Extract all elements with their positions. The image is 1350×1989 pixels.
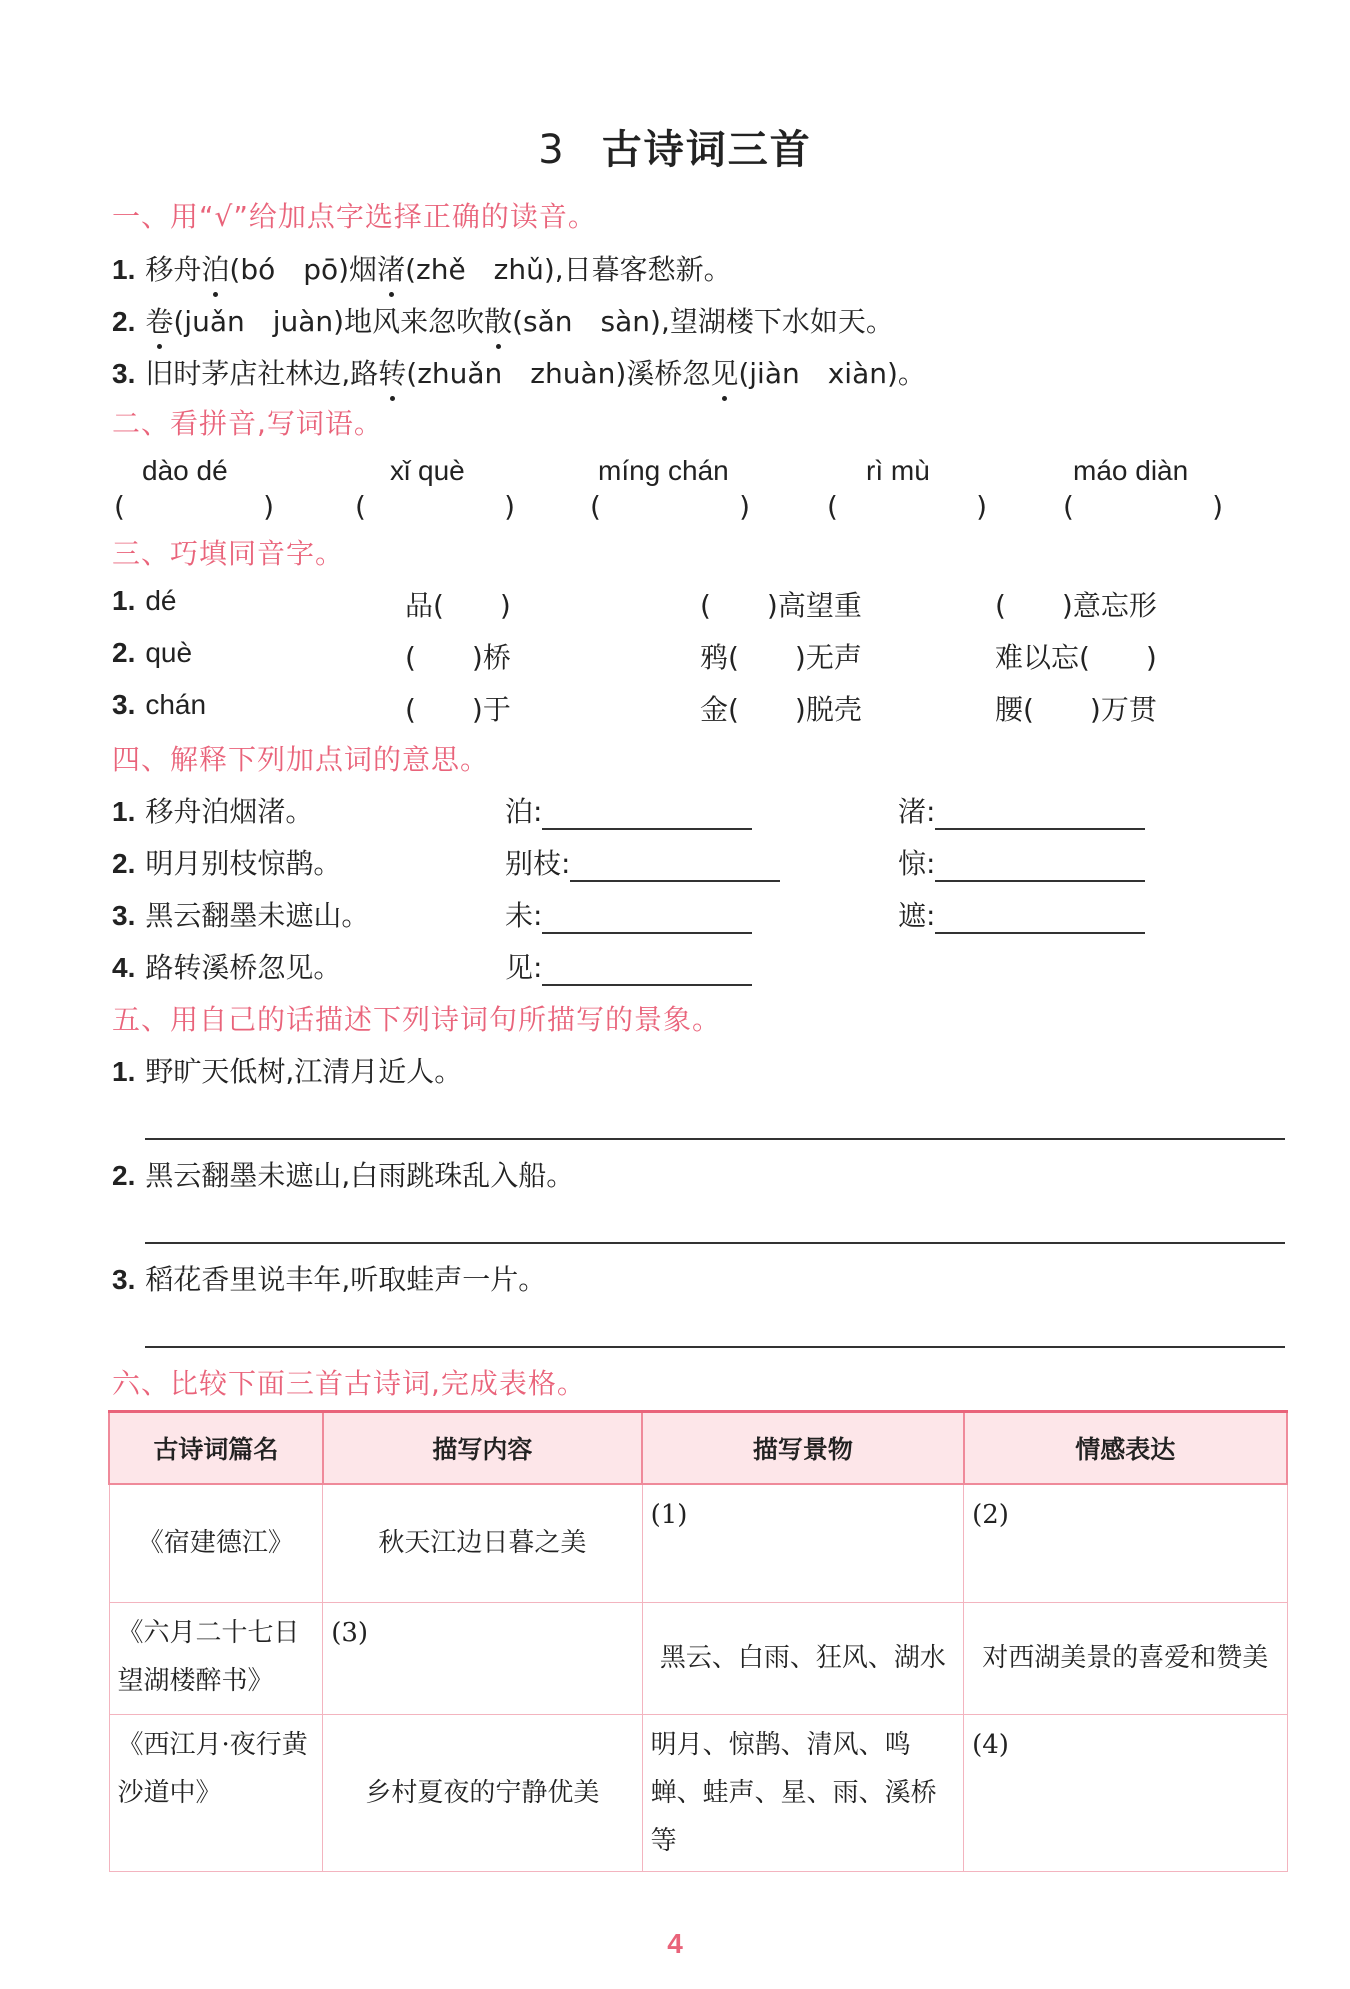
s1-item-1: 1. 移舟泊(bó pō)烟渚(zhě zhǔ),日暮客愁新。: [112, 248, 732, 288]
answer-line[interactable]: [542, 906, 752, 934]
s3-r1-c3[interactable]: ( )意忘形: [995, 589, 1157, 622]
s3-r2-c2[interactable]: 鸦( )无声: [700, 641, 862, 674]
s4-row-3: 3. 黑云翻墨未遮山。: [112, 899, 370, 932]
pinyin-1: dào dé: [142, 455, 228, 486]
th-content: 描写内容: [323, 1412, 642, 1485]
cell-r2-c4: 对西湖美景的喜爱和赞美: [964, 1602, 1287, 1714]
section2-heading: 二、看拼音,写词语。: [112, 407, 383, 440]
cell-r1-c3[interactable]: (1): [642, 1484, 963, 1602]
s4-r1-w2: 渚:: [898, 790, 1145, 830]
s4-r3-w1: 未:: [505, 894, 752, 934]
section3-heading: 三、巧填同音字。: [112, 537, 345, 570]
s3-r2-c3[interactable]: 难以忘( ): [995, 641, 1157, 674]
s4-r4-w1: 见:: [505, 946, 752, 986]
page-title: [0, 118, 1350, 175]
s5-item-3: 3. 稻花香里说丰年,听取蛙声一片。: [112, 1263, 547, 1296]
pinyin-5: máo diàn: [1073, 455, 1189, 486]
cell-r1-c4[interactable]: (2): [964, 1484, 1287, 1602]
s5-item-1: 1. 野旷天低树,江清月近人。: [112, 1055, 463, 1088]
answer-box-4[interactable]: ( ): [827, 490, 987, 523]
section5-heading: 五、用自己的话描述下列诗词句所描写的景象。: [112, 1003, 722, 1036]
answer-line[interactable]: [935, 854, 1145, 882]
s4-r2-w2: 惊:: [898, 842, 1145, 882]
s3-r3-c3[interactable]: 腰( )万贯: [995, 693, 1157, 726]
s3-r1-c1[interactable]: 品( ): [405, 589, 511, 622]
answer-line[interactable]: [542, 958, 752, 986]
answer-box-5[interactable]: ( ): [1063, 490, 1223, 523]
th-scenery: 描写景物: [642, 1412, 963, 1485]
answer-line[interactable]: [570, 854, 780, 882]
s4-row-4: 4. 路转溪桥忽见。: [112, 951, 342, 984]
lesson-number: 3: [538, 127, 566, 173]
answer-line[interactable]: [935, 906, 1145, 934]
cell-r2-c3: 黑云、白雨、狂风、湖水: [642, 1602, 963, 1714]
cell-r2-c2[interactable]: (3): [323, 1602, 642, 1714]
answer-line[interactable]: [935, 802, 1145, 830]
th-emotion: 情感表达: [964, 1412, 1287, 1485]
s1-item-3: 3. 旧时茅店社林边,路转(zhuǎn zhuàn)溪桥忽见(jiàn xiàn)。: [112, 352, 926, 392]
page-number: 4: [667, 1928, 683, 1959]
s4-row-1: 1. 移舟泊烟渚。: [112, 795, 314, 828]
s3-r1-c2[interactable]: ( )高望重: [700, 589, 862, 622]
answer-box-1[interactable]: ( ): [114, 490, 274, 523]
section4-heading: 四、解释下列加点词的意思。: [112, 743, 490, 776]
s4-row-2: 2. 明月别枝惊鹊。: [112, 847, 342, 880]
s3-r2-c1[interactable]: ( )桥: [405, 641, 511, 674]
cell-r1-c2: 秋天江边日暮之美: [323, 1484, 642, 1602]
cell-r3-c4[interactable]: (4): [964, 1714, 1287, 1871]
comparison-table: [108, 1410, 1288, 1872]
s5-answer-line-3[interactable]: [145, 1346, 1285, 1348]
section1-heading: 一、用“√”给加点字选择正确的读音。: [112, 200, 597, 233]
answer-line[interactable]: [542, 802, 752, 830]
s5-item-2: 2. 黑云翻墨未遮山,白雨跳珠乱入船。: [112, 1159, 575, 1192]
s3-r3-c1[interactable]: ( )于: [405, 693, 511, 726]
s3-r3-c2[interactable]: 金( )脱壳: [700, 693, 862, 726]
s4-r1-w1: 泊:: [505, 790, 752, 830]
cell-r1-c1: 《宿建德江》: [109, 1484, 323, 1602]
lesson-title: 古诗词三首: [601, 127, 812, 173]
s4-r2-w1: 别枝:: [505, 842, 780, 882]
cell-r2-c1: 《六月二十七日望湖楼醉书》: [109, 1602, 323, 1714]
s1-item-2: 2. 卷(juǎn juàn)地风来忽吹散(sǎn sàn),望湖楼下水如天。: [112, 300, 894, 340]
cell-r3-c1: 《西江月·夜行黄沙道中》: [109, 1714, 323, 1871]
pinyin-3: míng chán: [598, 455, 729, 486]
pinyin-2: xǐ què: [390, 455, 465, 486]
s5-answer-line-2[interactable]: [145, 1242, 1285, 1244]
s4-r3-w2: 遮:: [898, 894, 1145, 934]
s3-row-3: 3. chán: [112, 689, 207, 720]
answer-box-3[interactable]: ( ): [590, 490, 750, 523]
section6-heading: 六、比较下面三首古诗词,完成表格。: [112, 1367, 586, 1400]
th-title: 古诗词篇名: [109, 1412, 323, 1485]
s3-row-1: 1. dé: [112, 585, 177, 616]
pinyin-4: rì mù: [866, 455, 930, 486]
cell-r3-c2: 乡村夏夜的宁静优美: [323, 1714, 642, 1871]
answer-box-2[interactable]: ( ): [355, 490, 515, 523]
cell-r3-c3: 明月、惊鹊、清风、鸣蝉、蛙声、星、雨、溪桥等: [642, 1714, 963, 1871]
s5-answer-line-1[interactable]: [145, 1138, 1285, 1140]
s3-row-2: 2. què: [112, 637, 193, 668]
